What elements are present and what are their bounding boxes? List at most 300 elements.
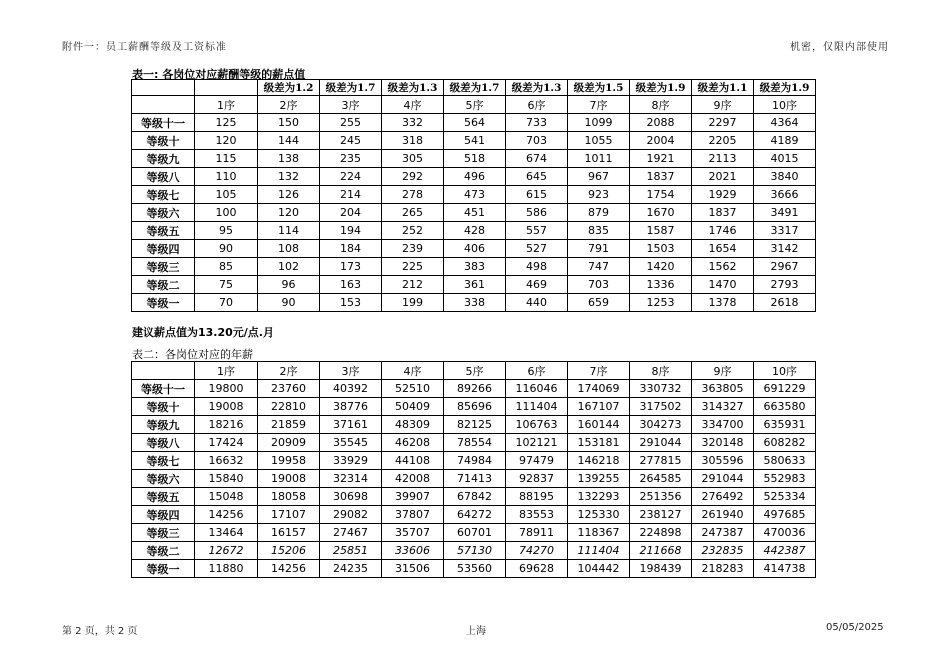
- table-cell: 42008: [382, 470, 444, 488]
- table-cell: 78554: [444, 434, 506, 452]
- table-cell: 225: [382, 258, 444, 276]
- table-cell: 586: [506, 204, 568, 222]
- table-cell: 3666: [754, 186, 816, 204]
- table-cell: 320148: [692, 434, 754, 452]
- column-header: 6序: [506, 96, 568, 114]
- row-label: 等级六: [132, 204, 195, 222]
- table-cell: 791: [568, 240, 630, 258]
- table-cell: 53560: [444, 560, 506, 578]
- column-header: 2序: [258, 96, 320, 114]
- level-diff-cell: 级差为1.9: [630, 80, 692, 96]
- table-cell: 261940: [692, 506, 754, 524]
- table-row: [132, 258, 816, 276]
- table-cell: 14256: [195, 506, 258, 524]
- table-row: [132, 380, 816, 398]
- table-cell: 363805: [692, 380, 754, 398]
- table-cell: 60701: [444, 524, 506, 542]
- row-label: 等级九: [132, 150, 195, 168]
- level-diff-cell: [195, 80, 258, 96]
- footer-location: 上海: [466, 626, 486, 637]
- table-cell: 85696: [444, 398, 506, 416]
- table-cell: 100: [195, 204, 258, 222]
- table-cell: 557: [506, 222, 568, 240]
- column-header: 1序: [195, 362, 258, 380]
- table-cell: 835: [568, 222, 630, 240]
- table-cell: 96: [258, 276, 320, 294]
- table-cell: 469: [506, 276, 568, 294]
- row-label: 等级四: [132, 240, 195, 258]
- table-cell: 120: [258, 204, 320, 222]
- table-cell: 361: [444, 276, 506, 294]
- level-diff-cell: 级差为1.2: [258, 80, 320, 96]
- column-header: 3序: [320, 96, 382, 114]
- table-cell: 46208: [382, 434, 444, 452]
- row-label: 等级十一: [132, 114, 195, 132]
- level-diff-cell: 级差为1.5: [568, 80, 630, 96]
- table-cell: 3491: [754, 204, 816, 222]
- table-cell: 470036: [754, 524, 816, 542]
- table-cell: 19800: [195, 380, 258, 398]
- table-cell: 442387: [754, 542, 816, 560]
- table-cell: 4189: [754, 132, 816, 150]
- table-cell: 17424: [195, 434, 258, 452]
- table-cell: 498: [506, 258, 568, 276]
- table-cell: 1099: [568, 114, 630, 132]
- table-cell: 74270: [506, 542, 568, 560]
- row-label: 等级二: [132, 542, 195, 560]
- column-header: 7序: [568, 362, 630, 380]
- column-header: 7序: [568, 96, 630, 114]
- table-cell: 451: [444, 204, 506, 222]
- table-row: [132, 470, 816, 488]
- column-header-row: [132, 362, 816, 380]
- table-cell: 35707: [382, 524, 444, 542]
- table-cell: 733: [506, 114, 568, 132]
- table-cell: 3317: [754, 222, 816, 240]
- row-label: 等级七: [132, 452, 195, 470]
- table-cell: 245: [320, 132, 382, 150]
- table-row: [132, 132, 816, 150]
- column-header: 10序: [754, 362, 816, 380]
- table-cell: 104442: [568, 560, 630, 578]
- table-cell: 2113: [692, 150, 754, 168]
- table-cell: 1470: [692, 276, 754, 294]
- table-row: [132, 416, 816, 434]
- table-cell: 2004: [630, 132, 692, 150]
- table-cell: 14256: [258, 560, 320, 578]
- level-diff-cell: 级差为1.7: [320, 80, 382, 96]
- table-cell: 31506: [382, 560, 444, 578]
- table-cell: 317502: [630, 398, 692, 416]
- table-cell: 255: [320, 114, 382, 132]
- table-cell: 252: [382, 222, 444, 240]
- table-cell: 13464: [195, 524, 258, 542]
- column-header-row: [132, 96, 816, 114]
- table-cell: 19008: [195, 398, 258, 416]
- table-row: [132, 294, 816, 312]
- table-cell: 1503: [630, 240, 692, 258]
- table-cell: 1378: [692, 294, 754, 312]
- table-cell: 564: [444, 114, 506, 132]
- table-cell: 198439: [630, 560, 692, 578]
- table-cell: 106763: [506, 416, 568, 434]
- table-cell: 1562: [692, 258, 754, 276]
- table-cell: 674: [506, 150, 568, 168]
- table-cell: 2967: [754, 258, 816, 276]
- table-cell: 15840: [195, 470, 258, 488]
- table-cell: 32314: [320, 470, 382, 488]
- row-label: 等级九: [132, 416, 195, 434]
- column-header: 3序: [320, 362, 382, 380]
- table-cell: 496: [444, 168, 506, 186]
- table-cell: 659: [568, 294, 630, 312]
- table-cell: 615: [506, 186, 568, 204]
- table-cell: 126: [258, 186, 320, 204]
- row-label: 等级十一: [132, 380, 195, 398]
- table-cell: 663580: [754, 398, 816, 416]
- column-header: 6序: [506, 362, 568, 380]
- table-cell: 44108: [382, 452, 444, 470]
- level-diff-cell: 级差为1.3: [506, 80, 568, 96]
- table-cell: 1754: [630, 186, 692, 204]
- table-cell: 1929: [692, 186, 754, 204]
- row-label: 等级八: [132, 434, 195, 452]
- table-cell: 703: [506, 132, 568, 150]
- table-cell: 1253: [630, 294, 692, 312]
- row-label: 等级八: [132, 168, 195, 186]
- table1-title: 表一: 各岗位对应薪酬等级的薪点值: [132, 68, 306, 81]
- table-cell: 1670: [630, 204, 692, 222]
- table-cell: 67842: [444, 488, 506, 506]
- table-cell: 15048: [195, 488, 258, 506]
- table-cell: 967: [568, 168, 630, 186]
- table-cell: 20909: [258, 434, 320, 452]
- table-cell: 40392: [320, 380, 382, 398]
- column-header: 10序: [754, 96, 816, 114]
- table-cell: 276492: [692, 488, 754, 506]
- row-label: 等级七: [132, 186, 195, 204]
- table-cell: 691229: [754, 380, 816, 398]
- table-cell: 16157: [258, 524, 320, 542]
- corner-cell: [132, 80, 195, 96]
- level-diff-cell: 级差为1.1: [692, 80, 754, 96]
- table-cell: 25851: [320, 542, 382, 560]
- table-cell: 406: [444, 240, 506, 258]
- table-cell: 22810: [258, 398, 320, 416]
- level-diff-cell: 级差为1.9: [754, 80, 816, 96]
- table-cell: 18216: [195, 416, 258, 434]
- table-cell: 111404: [506, 398, 568, 416]
- table-cell: 232835: [692, 542, 754, 560]
- table-cell: 2205: [692, 132, 754, 150]
- table-cell: 12672: [195, 542, 258, 560]
- table2-title: 表二：各岗位对应的年薪: [132, 348, 253, 361]
- table-cell: 174069: [568, 380, 630, 398]
- table-cell: 74984: [444, 452, 506, 470]
- table-row: [132, 524, 816, 542]
- table-cell: 1420: [630, 258, 692, 276]
- column-header: 9序: [692, 362, 754, 380]
- table-cell: 1055: [568, 132, 630, 150]
- table-cell: 1011: [568, 150, 630, 168]
- table-cell: 414738: [754, 560, 816, 578]
- table-cell: 645: [506, 168, 568, 186]
- table-cell: 37807: [382, 506, 444, 524]
- table-cell: 57130: [444, 542, 506, 560]
- table-cell: 518: [444, 150, 506, 168]
- row-label: 等级三: [132, 258, 195, 276]
- table-cell: 1654: [692, 240, 754, 258]
- table-cell: 173: [320, 258, 382, 276]
- table-row: [132, 488, 816, 506]
- table-cell: 50409: [382, 398, 444, 416]
- table-cell: 39907: [382, 488, 444, 506]
- salary-points-table: [131, 79, 816, 312]
- table-cell: 153181: [568, 434, 630, 452]
- column-header: 4序: [382, 362, 444, 380]
- table-cell: 110: [195, 168, 258, 186]
- table-cell: 78911: [506, 524, 568, 542]
- table-cell: 48309: [382, 416, 444, 434]
- table-cell: 247387: [692, 524, 754, 542]
- table-cell: 214: [320, 186, 382, 204]
- table-cell: 291044: [692, 470, 754, 488]
- table-cell: 4015: [754, 150, 816, 168]
- column-header: 4序: [382, 96, 444, 114]
- table-cell: 3142: [754, 240, 816, 258]
- column-header: 2序: [258, 362, 320, 380]
- table-cell: 747: [568, 258, 630, 276]
- table-cell: 92837: [506, 470, 568, 488]
- table-cell: 2088: [630, 114, 692, 132]
- table-cell: 90: [195, 240, 258, 258]
- table-cell: 292: [382, 168, 444, 186]
- table-row: [132, 398, 816, 416]
- table-cell: 314327: [692, 398, 754, 416]
- table-cell: 118367: [568, 524, 630, 542]
- table-cell: 239: [382, 240, 444, 258]
- table-row: [132, 542, 816, 560]
- table-cell: 235: [320, 150, 382, 168]
- table-cell: 167107: [568, 398, 630, 416]
- table-cell: 120: [195, 132, 258, 150]
- table-cell: 102121: [506, 434, 568, 452]
- table-cell: 1336: [630, 276, 692, 294]
- table-cell: 19008: [258, 470, 320, 488]
- table-cell: 552983: [754, 470, 816, 488]
- annual-salary-table: [131, 361, 816, 578]
- table-cell: 383: [444, 258, 506, 276]
- table-cell: 90: [258, 294, 320, 312]
- table-cell: 125330: [568, 506, 630, 524]
- column-header: 5序: [444, 96, 506, 114]
- table-cell: 525334: [754, 488, 816, 506]
- table-cell: 212: [382, 276, 444, 294]
- table-row: [132, 204, 816, 222]
- table-cell: 703: [568, 276, 630, 294]
- table-cell: 278: [382, 186, 444, 204]
- table-cell: 194: [320, 222, 382, 240]
- table-cell: 4364: [754, 114, 816, 132]
- table-cell: 35545: [320, 434, 382, 452]
- table-cell: 114: [258, 222, 320, 240]
- table-cell: 30698: [320, 488, 382, 506]
- table-cell: 608282: [754, 434, 816, 452]
- table-cell: 184: [320, 240, 382, 258]
- table-cell: 139255: [568, 470, 630, 488]
- table-cell: 238127: [630, 506, 692, 524]
- table-cell: 85: [195, 258, 258, 276]
- table-cell: 15206: [258, 542, 320, 560]
- table-cell: 527: [506, 240, 568, 258]
- table-row: [132, 434, 816, 452]
- table-cell: 125: [195, 114, 258, 132]
- row-label: 等级五: [132, 488, 195, 506]
- table-cell: 132293: [568, 488, 630, 506]
- table-cell: 224898: [630, 524, 692, 542]
- table-cell: 440: [506, 294, 568, 312]
- document-header-left: 附件一：员工薪酬等级及工资标准: [62, 42, 227, 53]
- table-row: [132, 222, 816, 240]
- document-header-right: 机密，仅限内部使用: [790, 42, 889, 53]
- corner-cell: [132, 362, 195, 380]
- row-label: 等级二: [132, 276, 195, 294]
- table-cell: 64272: [444, 506, 506, 524]
- table-cell: 1746: [692, 222, 754, 240]
- table-cell: 33929: [320, 452, 382, 470]
- table-cell: 105: [195, 186, 258, 204]
- table-cell: 24235: [320, 560, 382, 578]
- row-label: 等级十: [132, 132, 195, 150]
- table-cell: 635931: [754, 416, 816, 434]
- table-cell: 879: [568, 204, 630, 222]
- table-cell: 144: [258, 132, 320, 150]
- footer-date: 05/05/2025: [826, 622, 884, 633]
- table-row: [132, 150, 816, 168]
- table-cell: 21859: [258, 416, 320, 434]
- table-cell: 318: [382, 132, 444, 150]
- table-cell: 1587: [630, 222, 692, 240]
- table-cell: 211668: [630, 542, 692, 560]
- table-cell: 82125: [444, 416, 506, 434]
- table-cell: 11880: [195, 560, 258, 578]
- table-cell: 116046: [506, 380, 568, 398]
- table-cell: 69628: [506, 560, 568, 578]
- column-header: 9序: [692, 96, 754, 114]
- level-diff-cell: 级差为1.7: [444, 80, 506, 96]
- level-diff-header-row: [132, 80, 816, 96]
- table-cell: 541: [444, 132, 506, 150]
- table-cell: 150: [258, 114, 320, 132]
- table-cell: 17107: [258, 506, 320, 524]
- row-label: 等级一: [132, 560, 195, 578]
- table-row: [132, 240, 816, 258]
- table-cell: 2618: [754, 294, 816, 312]
- table-cell: 473: [444, 186, 506, 204]
- row-label: 等级十: [132, 398, 195, 416]
- table-cell: 338: [444, 294, 506, 312]
- table-cell: 2297: [692, 114, 754, 132]
- table-cell: 18058: [258, 488, 320, 506]
- table-cell: 52510: [382, 380, 444, 398]
- table-cell: 923: [568, 186, 630, 204]
- table-cell: 334700: [692, 416, 754, 434]
- table-cell: 95: [195, 222, 258, 240]
- table-cell: 146218: [568, 452, 630, 470]
- table-cell: 83553: [506, 506, 568, 524]
- table-cell: 115: [195, 150, 258, 168]
- table-cell: 108: [258, 240, 320, 258]
- footer-page-number: 第 2 页，共 2 页: [62, 626, 138, 637]
- table-cell: 305: [382, 150, 444, 168]
- table-cell: 291044: [630, 434, 692, 452]
- table-row: [132, 186, 816, 204]
- table-cell: 305596: [692, 452, 754, 470]
- table-cell: 88195: [506, 488, 568, 506]
- table-cell: 75: [195, 276, 258, 294]
- table-cell: 265: [382, 204, 444, 222]
- table-cell: 70: [195, 294, 258, 312]
- table-cell: 304273: [630, 416, 692, 434]
- table-row: [132, 168, 816, 186]
- table-cell: 251356: [630, 488, 692, 506]
- table-cell: 580633: [754, 452, 816, 470]
- table-cell: 111404: [568, 542, 630, 560]
- table-cell: 160144: [568, 416, 630, 434]
- row-label: 等级四: [132, 506, 195, 524]
- table-cell: 33606: [382, 542, 444, 560]
- column-header: 8序: [630, 96, 692, 114]
- table-cell: 204: [320, 204, 382, 222]
- table-cell: 23760: [258, 380, 320, 398]
- level-diff-cell: 级差为1.3: [382, 80, 444, 96]
- table-cell: 38776: [320, 398, 382, 416]
- row-label: 等级一: [132, 294, 195, 312]
- table-cell: 277815: [630, 452, 692, 470]
- row-label: 等级六: [132, 470, 195, 488]
- table-cell: 497685: [754, 506, 816, 524]
- table-row: [132, 452, 816, 470]
- corner-cell: [132, 96, 195, 114]
- table-cell: 3840: [754, 168, 816, 186]
- table-cell: 428: [444, 222, 506, 240]
- table-cell: 37161: [320, 416, 382, 434]
- table-cell: 19958: [258, 452, 320, 470]
- table-cell: 199: [382, 294, 444, 312]
- table-cell: 27467: [320, 524, 382, 542]
- table-row: [132, 506, 816, 524]
- table-cell: 332: [382, 114, 444, 132]
- table-cell: 1921: [630, 150, 692, 168]
- table-cell: 102: [258, 258, 320, 276]
- table-cell: 1837: [630, 168, 692, 186]
- table-cell: 163: [320, 276, 382, 294]
- table-cell: 71413: [444, 470, 506, 488]
- table-cell: 97479: [506, 452, 568, 470]
- table-cell: 330732: [630, 380, 692, 398]
- table-cell: 2793: [754, 276, 816, 294]
- table-cell: 2021: [692, 168, 754, 186]
- table-cell: 1837: [692, 204, 754, 222]
- table-cell: 16632: [195, 452, 258, 470]
- suggested-point-value: 建议薪点值为13.20元/点.月: [132, 326, 274, 339]
- table-row: [132, 114, 816, 132]
- column-header: 8序: [630, 362, 692, 380]
- column-header: 5序: [444, 362, 506, 380]
- table-cell: 218283: [692, 560, 754, 578]
- table-row: [132, 276, 816, 294]
- row-label: 等级五: [132, 222, 195, 240]
